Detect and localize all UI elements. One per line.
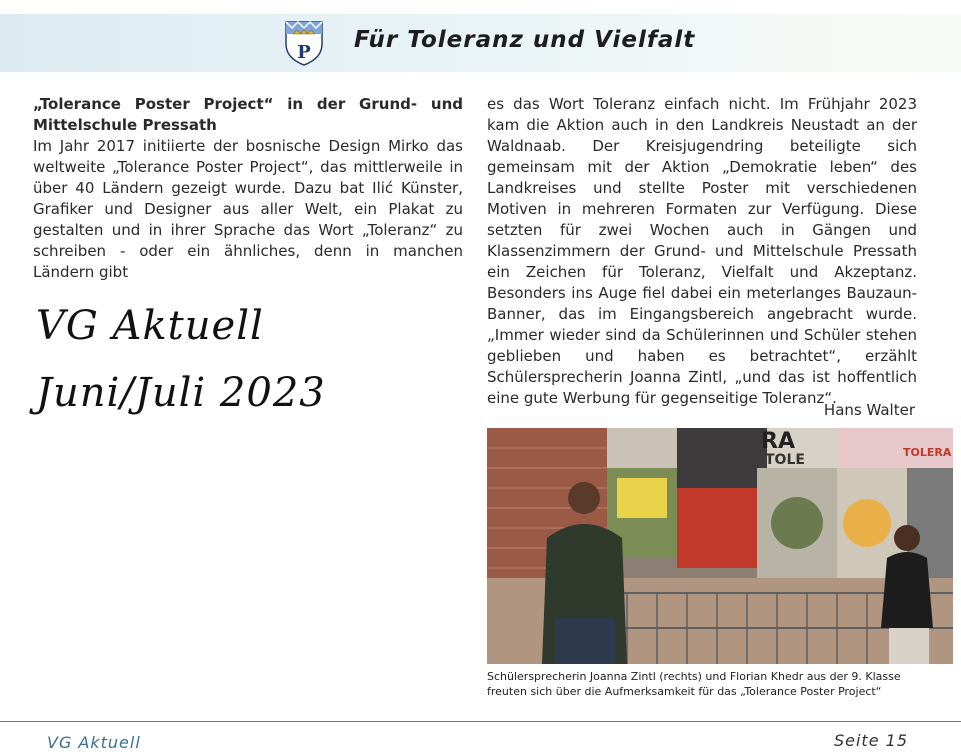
article-paragraph-right: es das Wort Toleranz einfach nicht. Im Frühjahr 2023 kam die Aktion auch in den Landkreis Neustadt an der Waldnaab. Der Kreisjugendring beteiligte sich gemeinsam mit der Aktion „Demokratie leben“ des Landkreises und stellte Poster mit verschiedenen Motiven in mehreren Formaten zur Verfügung. Diese setzten für zwei Wochen auch in Gängen und Klassenzimmern der Grund- und Mittelschule Pressath ein Zeichen für Toleranz, Vielfalt und Akzeptanz. Besonders ins Auge fiel dabei ein meterlanges Bauzaun-Banner, das im Eingangsbereich angebracht wurde. „Immer wieder sind da Schülerinnen und Schüler stehen geblieben und haben es betrachtet“, erzählt Schülersprecherin Joanna Zintl, „und das ist hoffentlich eine gute Werbung für gegenseitige Toleranz“.	[487, 95, 917, 407]
banner-text-3: TOLERA	[903, 446, 952, 459]
article-right-column	[487, 94, 917, 409]
article-author: Hans Walter	[823, 401, 915, 419]
handwritten-note-line-1: VG Aktuell	[36, 303, 264, 349]
article-left-column	[33, 94, 463, 283]
article-photo	[487, 428, 953, 664]
svg-text:P: P	[297, 42, 311, 63]
footer-divider	[0, 721, 961, 722]
footer-publication: VG Aktuell	[47, 733, 141, 752]
banner-text-2: TOLE	[765, 452, 805, 468]
footer-page-number: Seite 15	[833, 731, 908, 750]
handwritten-note-line-2: Juni/Juli 2023	[36, 370, 326, 416]
banner-text-1: RA	[761, 429, 795, 454]
coat-of-arms-icon	[284, 20, 324, 66]
photo-caption: Schülersprecherin Joanna Zintl (rechts) und Florian Khedr aus der 9. Klasse freuten sich über die Aufmerksamkeit für das „Tolerance Poster Project“	[487, 670, 901, 698]
photo-scene	[487, 428, 953, 664]
page-header-title: Für Toleranz und Vielfalt	[354, 27, 696, 53]
article-title: „Tolerance Poster Project“ in der Grund- und Mittelschule Pressath	[33, 95, 463, 134]
article-paragraph-left: Im Jahr 2017 initiierte der bosnische Design Mirko das weltweite „Tolerance Poster Project“, das mittlerweile in über 40 Ländern gezeigt wurde. Dazu bat Ilić Künster, Grafiker und Designer aus aller Welt, ein Plakat zu gestalten und in ihrer Sprache das Wort „Toleranz“ zu schreiben - oder ein ähnliches, denn in manchen Ländern gibt	[33, 137, 463, 281]
